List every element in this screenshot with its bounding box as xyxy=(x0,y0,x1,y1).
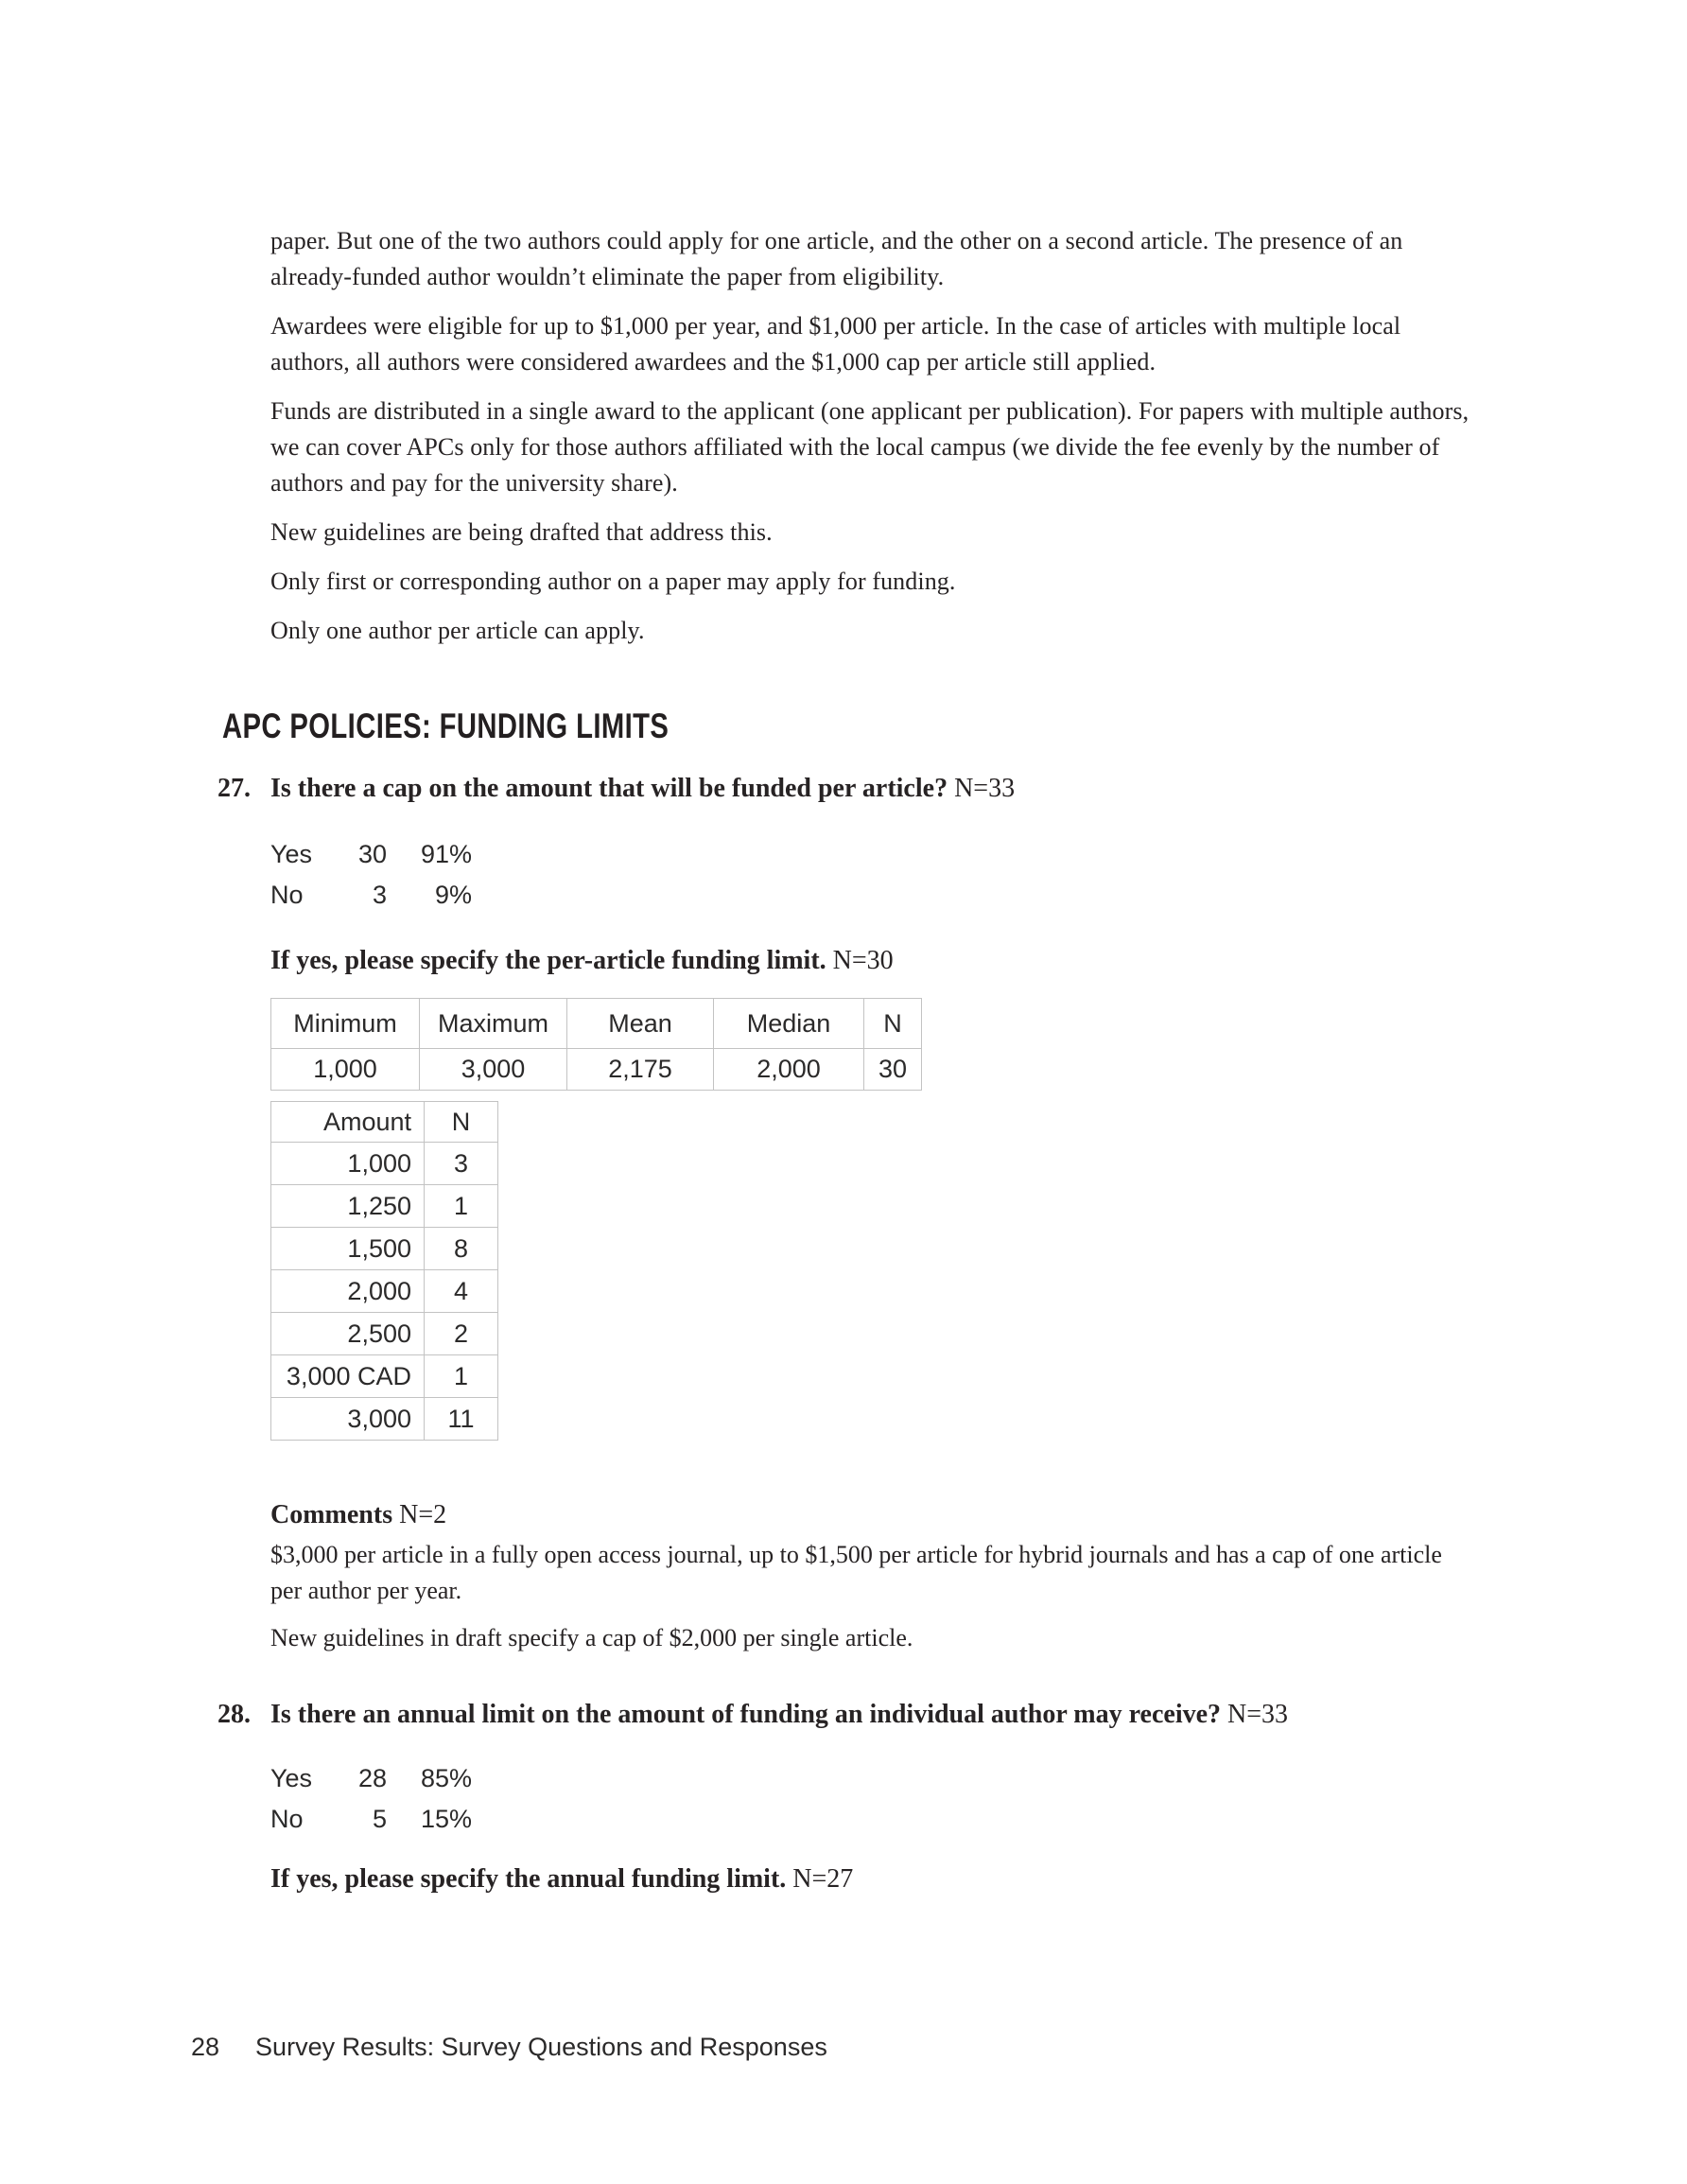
comment-paragraph: New guidelines in draft specify a cap of $2,000 per single article. xyxy=(270,1624,913,1651)
table-row xyxy=(271,1398,498,1441)
subprompt-text: If yes, please specify the annual funding limit. xyxy=(270,1864,787,1894)
funding-limit-summary-table xyxy=(270,998,922,1091)
question-28-response-stats xyxy=(270,1762,1471,1835)
page-content xyxy=(217,223,1471,1897)
subprompt-n: N=27 xyxy=(792,1864,854,1894)
column-header: N xyxy=(425,1102,498,1143)
comments-n: N=2 xyxy=(399,1500,447,1529)
comments-label-text: Comments xyxy=(270,1500,393,1529)
table-cell: 2,175 xyxy=(567,1049,714,1091)
stat-percent: 9% xyxy=(434,881,472,909)
column-header: N xyxy=(864,999,922,1049)
question-27-text: Is there a cap on the amount that will be funded per article? xyxy=(270,774,948,803)
table-cell: 1 xyxy=(425,1185,498,1228)
table-row xyxy=(271,1270,498,1313)
table-cell: 30 xyxy=(864,1049,922,1091)
table-cell: 3,000 xyxy=(271,1398,425,1441)
amount-frequency-table xyxy=(270,1101,498,1441)
question-27-response-stats xyxy=(270,838,1471,911)
body-paragraph: Funds are distributed in a single award to the applicant (one applicant per publication). For papers with multiple authors, we can cover APCs only for those authors affiliated with the local campus (we divide the fee evenly by the number of authors and pay for the university share). xyxy=(270,397,1470,497)
stat-label: Yes xyxy=(270,840,313,868)
table-cell: 1,500 xyxy=(271,1228,425,1270)
question-27-subprompt xyxy=(270,943,1471,979)
question-28-text: Is there an annual limit on the amount of funding an individual author may receive? xyxy=(270,1700,1222,1729)
stat-label: No xyxy=(270,1805,304,1833)
footer-running-title: Survey Results: Survey Questions and Responses xyxy=(255,2033,827,2061)
table-row xyxy=(271,1355,498,1398)
table-row xyxy=(271,1228,498,1270)
question-27-number: 27. xyxy=(217,774,251,803)
table-cell: 3,000 CAD xyxy=(271,1355,425,1398)
table-row xyxy=(271,1049,922,1091)
stat-percent: 15% xyxy=(420,1805,472,1833)
question-28-subprompt xyxy=(270,1861,1471,1897)
stat-percent: 91% xyxy=(420,840,472,868)
table-header-row xyxy=(271,999,922,1049)
subprompt-n: N=30 xyxy=(832,946,894,975)
comment-paragraph: $3,000 per article in a fully open access journal, up to $1,500 per article for hybrid journals and has a cap of one article per author per year. xyxy=(270,1541,1442,1604)
column-header: Mean xyxy=(567,999,714,1049)
body-paragraph: New guidelines are being drafted that address this. xyxy=(270,518,773,546)
page-footer xyxy=(191,2031,827,2063)
column-header: Median xyxy=(714,999,864,1049)
stat-label: No xyxy=(270,881,304,909)
table-row xyxy=(271,1185,498,1228)
table-cell: 4 xyxy=(425,1270,498,1313)
table-cell: 2,000 xyxy=(271,1270,425,1313)
question-28 xyxy=(217,1697,1471,1733)
table-cell: 1,000 xyxy=(271,1143,425,1185)
table-cell: 2 xyxy=(425,1313,498,1355)
table-cell: 1,250 xyxy=(271,1185,425,1228)
stat-count: 28 xyxy=(357,1764,387,1792)
body-paragraph: Awardees were eligible for up to $1,000 per year, and $1,000 per article. In the case of articles with multiple local authors, all authors were considered awardees and the $1,000 cap per article still applied. xyxy=(270,312,1401,376)
comments-label xyxy=(270,1497,1471,1533)
table-cell: 11 xyxy=(425,1398,498,1441)
body-paragraph: Only first or corresponding author on a paper may apply for funding. xyxy=(270,568,956,595)
section-heading: APC POLICIES: FUNDING LIMITS xyxy=(222,707,670,745)
table-cell: 3 xyxy=(425,1143,498,1185)
table-row xyxy=(271,1143,498,1185)
table-cell: 1,000 xyxy=(271,1049,420,1091)
stat-count: 5 xyxy=(372,1805,387,1833)
question-28-number: 28. xyxy=(217,1700,251,1729)
column-header: Maximum xyxy=(420,999,567,1049)
table-cell: 8 xyxy=(425,1228,498,1270)
question-27-n: N=33 xyxy=(954,774,1016,803)
body-paragraph: Only one author per article can apply. xyxy=(270,617,645,644)
footer-page-number: 28 xyxy=(191,2033,220,2061)
column-header: Minimum xyxy=(271,999,420,1049)
question-28-n: N=33 xyxy=(1227,1700,1289,1729)
table-cell: 1 xyxy=(425,1355,498,1398)
table-cell: 2,500 xyxy=(271,1313,425,1355)
table-cell: 3,000 xyxy=(420,1049,567,1091)
column-header: Amount xyxy=(271,1102,425,1143)
table-row xyxy=(271,1313,498,1355)
subprompt-text: If yes, please specify the per-article funding limit. xyxy=(270,946,826,975)
stat-count: 30 xyxy=(357,840,387,868)
question-27 xyxy=(217,771,1471,807)
stat-count: 3 xyxy=(372,881,387,909)
stat-label: Yes xyxy=(270,1764,313,1792)
stat-percent: 85% xyxy=(420,1764,472,1792)
table-header-row xyxy=(271,1102,498,1143)
body-paragraph: paper. But one of the two authors could apply for one article, and the other on a second article. The presence of an already-funded author wouldn’t eliminate the paper from eligibility. xyxy=(270,227,1403,290)
table-cell: 2,000 xyxy=(714,1049,864,1091)
